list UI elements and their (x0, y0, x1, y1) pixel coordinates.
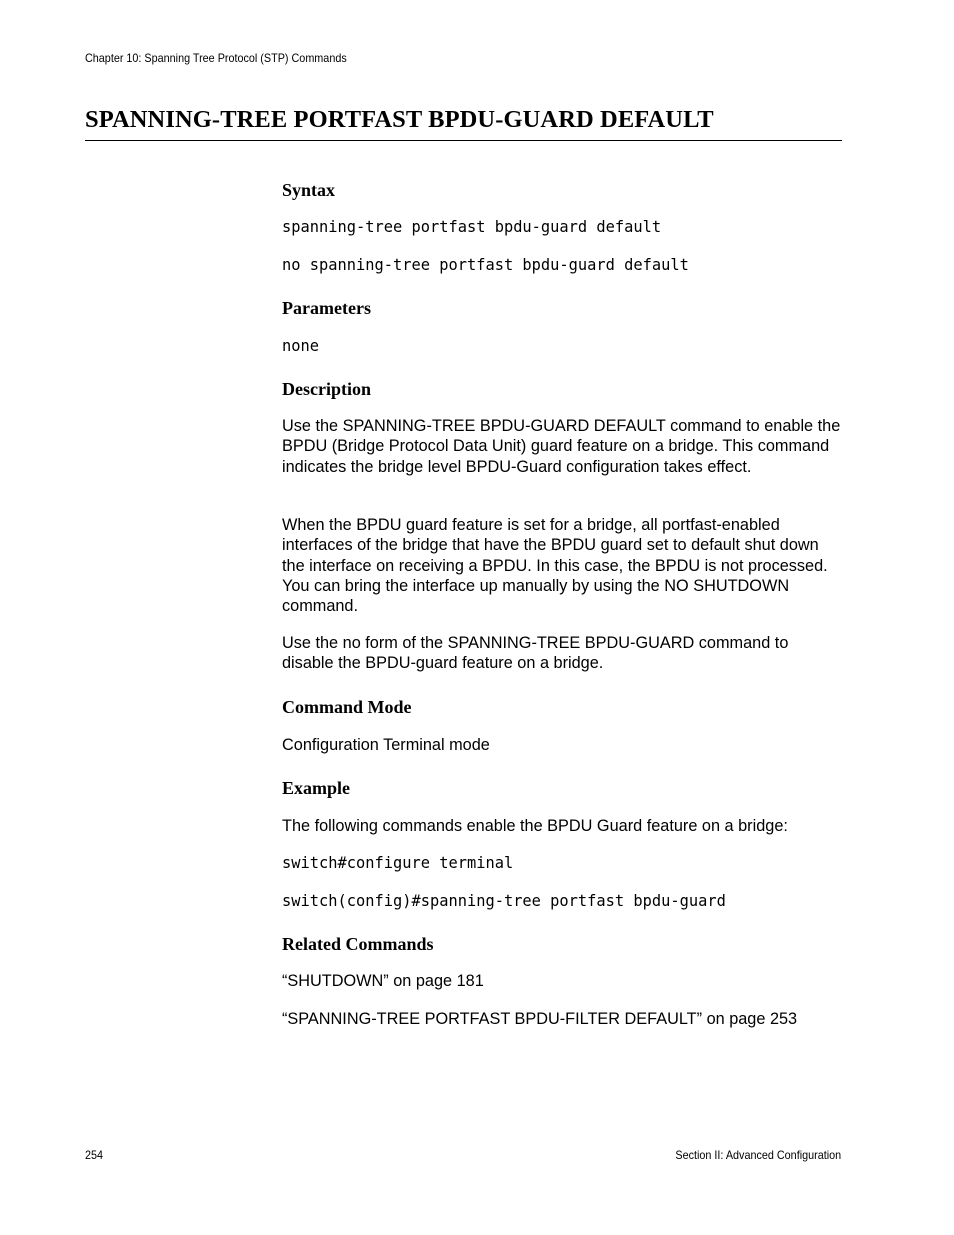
running-header: Chapter 10: Spanning Tree Protocol (STP) Commands (85, 51, 347, 65)
syntax-line-1: spanning-tree portfast bpdu-guard default (282, 217, 662, 236)
example-line-1: switch#configure terminal (282, 853, 514, 872)
description-heading: Description (282, 379, 371, 399)
example-line-2: switch(config)#spanning-tree portfast bpdu-guard (282, 891, 726, 910)
page-number: 254 (85, 1148, 104, 1162)
page-title: SPANNING-TREE PORTFAST BPDU-GUARD DEFAULT (85, 106, 714, 133)
description-paragraph-3: Use the no form of the SPANNING-TREE BPDU-GUARD command to disable the BPDU-guard feature on a bridge. (282, 634, 789, 673)
related-command-link-shutdown[interactable]: “SHUTDOWN” on page 181 (282, 972, 484, 990)
title-rule (85, 140, 842, 141)
command-mode-value: Configuration Terminal mode (282, 736, 490, 754)
parameters-heading: Parameters (282, 298, 371, 318)
syntax-line-2: no spanning-tree portfast bpdu-guard default (282, 255, 689, 274)
command-mode-heading: Command Mode (282, 697, 412, 717)
related-command-link-bpdu-filter[interactable]: “SPANNING-TREE PORTFAST BPDU-FILTER DEFAULT” on page 253 (282, 1010, 798, 1028)
example-intro: The following commands enable the BPDU Guard feature on a bridge: (282, 817, 788, 835)
example-heading: Example (282, 778, 351, 798)
related-commands-heading: Related Commands (282, 934, 434, 954)
description-paragraph-1: Use the SPANNING-TREE BPDU-GUARD DEFAULT command to enable the BPDU (Bridge Protocol Data Unit) guard feature on a bridge. This command indicates the bridge level BPDU-Guard configuration takes effect. (282, 417, 841, 476)
syntax-heading: Syntax (282, 180, 336, 200)
running-footer-section: Section II: Advanced Configuration (675, 1148, 841, 1162)
description-paragraph-2: When the BPDU guard feature is set for a bridge, all portfast-enabled interfaces of the bridge that have the BPDU guard set to default shut down the interface on receiving a BPDU. In this case, the BPDU is not processed. You can bring the interface up manually by using the NO SHUTDOWN command. (282, 516, 828, 616)
parameters-value: none (282, 336, 319, 355)
